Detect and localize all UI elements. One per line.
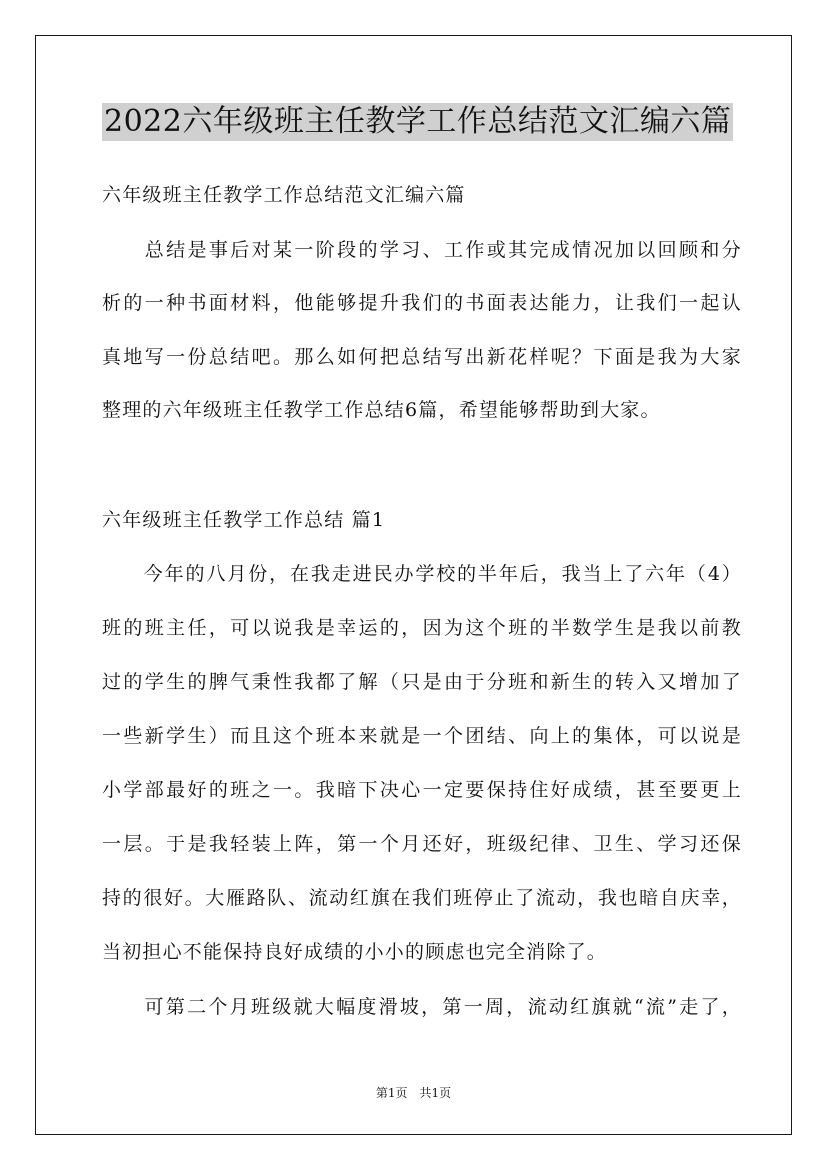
paragraph-line-3: 过的学生的脾气秉性我都了解（只是由于分班和新生的转入又增加了 [102, 671, 742, 693]
paragraph-line-2: 班的班主任，可以说我是幸运的，因为这个班的半数学生是我以前教 [102, 617, 742, 639]
paragraph-line-6: 一层。于是我轻装上阵，第一个月还好，班级纪律、卫生、学习还保 [102, 833, 742, 855]
section-heading: 六年级班主任教学工作总结 篇1 [102, 509, 386, 531]
intro-line-1: 总结是事后对某一阶段的学习、工作或其完成情况加以回顾和分 [102, 239, 742, 261]
paragraph-line-8: 当初担心不能保持良好成绩的小小的顾虑也完全消除了。 [102, 941, 608, 963]
intro-line-3: 真地写一份总结吧。那么如何把总结写出新花样呢？下面是我为大家 [102, 346, 742, 368]
document-title: 2022六年级班主任教学工作总结范文汇编六篇 [104, 104, 732, 139]
page-number: 第1页 共1页 [375, 1086, 452, 1100]
paragraph-line-1: 今年的八月份，在我走进民办学校的半年后，我当上了六年（4） [102, 563, 742, 585]
intro-line-2: 析的一种书面材料，他能够提升我们的书面表达能力，让我们一起认 [102, 292, 742, 314]
paragraph2-line-1: 可第二个月班级就大幅度滑坡，第一周，流动红旗就“流”走了， [102, 996, 742, 1018]
paragraph-line-5: 小学部最好的班之一。我暗下决心一定要保持住好成绩，甚至要更上 [102, 779, 742, 801]
paragraph-line-7: 持的很好。大雁路队、流动红旗在我们班停止了流动，我也暗自庆幸， [102, 887, 742, 909]
document-subtitle: 六年级班主任教学工作总结范文汇编六篇 [102, 184, 466, 206]
intro-line-4: 整理的六年级班主任教学工作总结6篇，希望能够帮助到大家。 [102, 399, 661, 421]
paragraph-line-4: 一些新学生）而且这个班本来就是一个团结、向上的集体，可以说是 [102, 725, 742, 747]
